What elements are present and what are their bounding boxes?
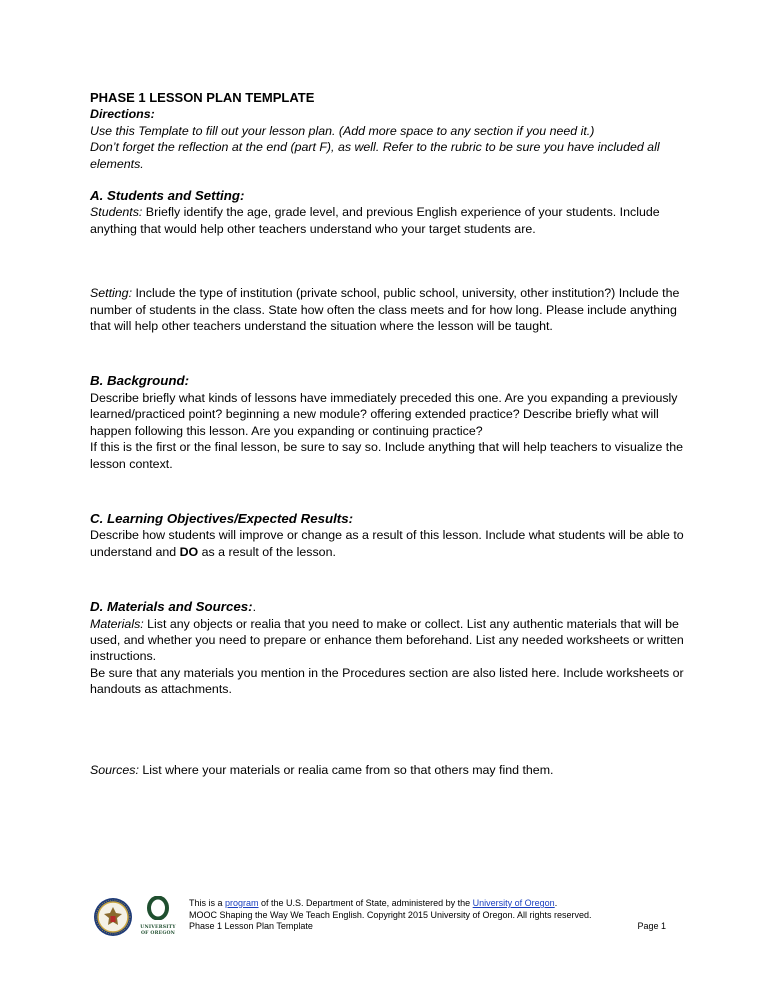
uo-logo-line-2: OF OREGON xyxy=(140,931,176,936)
section-c-heading: C. Learning Objectives/Expected Results: xyxy=(90,510,354,526)
footer-line-1-part-c: . xyxy=(554,898,558,908)
oregon-o-icon xyxy=(146,896,170,920)
section-a-heading: A. Students and Setting: xyxy=(90,188,245,204)
directions-line-2: Don’t forget the reflection at the end (part F), as well. Refer to the rubric to be sure you have included all elements. xyxy=(90,140,660,171)
directions-label: Directions: xyxy=(90,107,155,122)
section-d-heading: D. Materials and Sources: xyxy=(90,599,253,615)
footer-text xyxy=(189,898,666,933)
materials-label: Materials: xyxy=(90,616,144,631)
background-text-2: If this is the first or the final lesson, be sure to say so. Include anything that will help teachers to visualize the lesson context. xyxy=(90,440,683,471)
page-footer xyxy=(90,894,670,944)
uo-logo-line-1: UNIVERSITY xyxy=(140,925,176,930)
university-of-oregon-link[interactable]: University of Oregon xyxy=(472,898,555,908)
footer-line-1 xyxy=(189,898,666,910)
section-b-heading: B. Background: xyxy=(90,373,189,389)
objectives-paragraph xyxy=(90,527,690,560)
materials-paragraph xyxy=(90,616,690,665)
students-text: Briefly identify the age, grade level, and previous English experience of your students. Include anything that would help other teachers understand who your target students are. xyxy=(90,205,660,236)
section-d-heading-suffix: . xyxy=(252,600,257,615)
students-paragraph xyxy=(90,204,690,237)
objectives-text-before: Describe how students will improve or change as a result of this lesson. Include what students will be able to understand and xyxy=(90,528,684,559)
program-link[interactable]: program xyxy=(225,898,259,908)
setting-label: Setting: xyxy=(90,286,133,301)
materials-text: List any objects or realia that you need to make or collect. List any authentic materials that will be used, and whether you need to prepare or enhance them beforehand. List any needed worksheets or written instructions. xyxy=(90,616,684,664)
materials-text-2: Be sure that any materials you mention in the Procedures section are also listed here. Include worksheets or handouts as attachments. xyxy=(90,665,684,697)
footer-line-3 xyxy=(189,921,666,933)
setting-text: Include the type of institution (private school, public school, university, other institution?) Include the number of students in the class. State how often the class meets and for how long. Please include anything that will help other teachers understand the situation where the lesson will be taught. xyxy=(90,286,680,334)
sources-label: Sources: xyxy=(90,762,139,777)
directions-line-1: Use this Template to fill out your lesson plan. (Add more space to any section if you need it.) xyxy=(90,123,595,138)
sources-text: List where your materials or realia came from so that others may find them. xyxy=(138,762,554,777)
footer-logos xyxy=(90,894,180,944)
footer-line-1-part-a: This is a xyxy=(189,898,226,908)
department-of-state-seal-icon xyxy=(93,897,133,937)
document-body xyxy=(90,90,690,778)
students-label: Students: xyxy=(90,205,143,220)
page-number: Page 1 xyxy=(637,921,666,931)
footer-line-2: MOOC Shaping the Way We Teach English. Copyright 2015 University of Oregon. All rights reserved. xyxy=(189,909,592,920)
sources-paragraph xyxy=(90,762,690,778)
setting-paragraph xyxy=(90,285,690,334)
objectives-text-bold: DO xyxy=(179,544,199,559)
background-text-1: Describe briefly what kinds of lessons have immediately preceded this one. Are you expanding a previously learned/practiced point? beginning a new module? offering extended practice? Describe briefly what will happen following this lesson. Are you expanding or continuing practice? xyxy=(90,390,678,438)
footer-line-1-part-b: of the U.S. Department of State, administered by the xyxy=(258,898,473,908)
objectives-text-after: as a result of the lesson. xyxy=(198,544,336,559)
document-title: PHASE 1 LESSON PLAN TEMPLATE xyxy=(90,90,315,105)
section-d-heading-line xyxy=(90,599,690,615)
footer-doc-name: Phase 1 Lesson Plan Template xyxy=(189,921,313,931)
university-of-oregon-logo xyxy=(138,896,178,937)
